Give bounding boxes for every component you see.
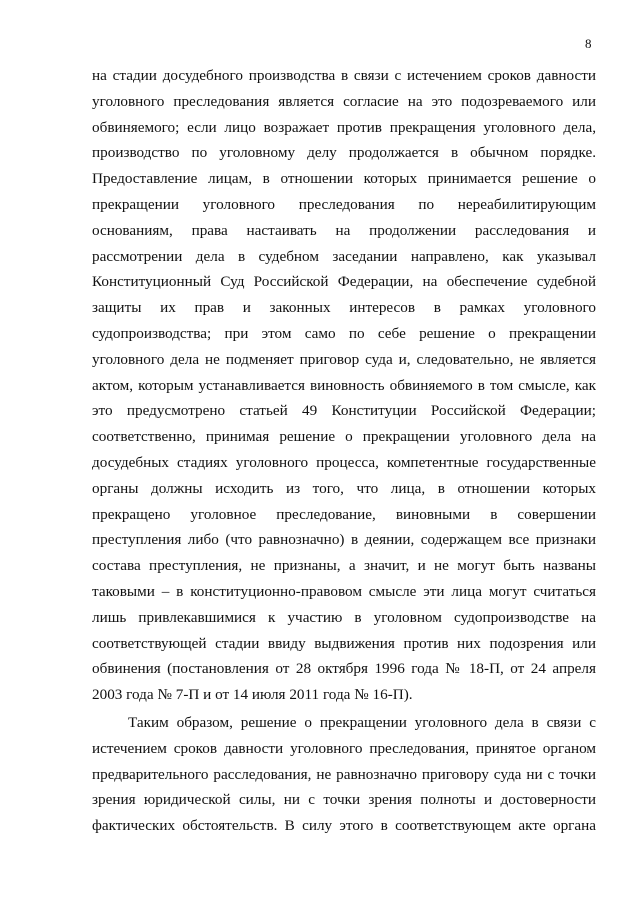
paragraph-line: соответствующей стадии ввиду выдвижения против них подозрения или [92,634,596,652]
paragraph-line: соответственно, принимая решение о прекращении уголовного дела на [92,428,596,446]
paragraph-line: истечением сроков давности уголовного преследования, принятое органом [92,739,596,757]
paragraph-line: основаниям, права настаивать на продолжении расследования и [92,221,596,239]
paragraph-line: Конституционный Суд Российской Федерации, на обеспечение судебной [92,273,596,291]
paragraph-line: прекращено уголовное преследование, виновными в совершении [92,505,596,523]
paragraph-line: обвиняемого; если лицо возражает против прекращения уголовного дела, [92,118,596,136]
paragraph-line: Таким образом, решение о прекращении уголовного дела в связи с [128,714,596,731]
paragraph-line: зрения юридической силы, ни с точки зрения полноты и достоверности [92,791,596,809]
paragraph-line: состава преступления, не признаны, а значит, и не могут быть названы [92,557,596,575]
paragraph-2 [92,710,596,839]
paragraph-line: это предусмотрено статьей 49 Конституции Российской Федерации; [92,402,596,420]
paragraph-line: Предоставление лицам, в отношении которых принимается решение о [92,170,596,188]
paragraph-line: защиты их прав и законных интересов в рамках уголовного [92,299,596,317]
paragraph-line: прекращении уголовного преследования по нереабилитирующим [92,195,596,213]
paragraph-line: лишь привлекавшимися к участию в уголовном судопроизводстве на [92,608,596,626]
paragraph-line: обвинения (постановления от 28 октября 1996 года № 18-П, от 24 апреля [92,660,596,678]
paragraph-line: актом, которым устанавливается виновность обвиняемого в том смысле, как [92,376,596,394]
paragraph-line: досудебных стадиях уголовного процесса, компетентные государственные [92,453,596,471]
paragraph-line: органы должны исходить из того, что лица, в отношении которых [92,479,596,497]
paragraph-1 [92,63,596,708]
page-number: 8 [585,36,592,51]
paragraph-line: производство по уголовному делу продолжается в обычном порядке. [92,144,596,162]
paragraph-line: 2003 года № 7-П и от 14 июля 2011 года № 16-П). [92,686,413,704]
paragraph-line: таковыми – в конституционно-правовом смысле эти лица могут считаться [92,582,596,600]
paragraph-line: уголовного дела не подменяет приговор суда и, следовательно, не является [92,350,596,368]
paragraph-line: предварительного расследования, не равнозначно приговору суда ни с точки [92,765,596,783]
paragraph-line: на стадии досудебного производства в связи с истечением сроков давности [92,67,596,84]
paragraph-line: преступления либо (что равнозначно) в деянии, содержащем все признаки [92,531,596,549]
paragraph-line: фактических обстоятельств. В силу этого в соответствующем акте органа [92,817,596,835]
paragraph-line: рассмотрении дела в судебном заседании направлено, как указывал [92,247,596,265]
paragraph-line: уголовного преследования является согласие на это подозреваемого или [92,92,596,110]
paragraph-line: судопроизводства; при этом само по себе решение о прекращении [92,324,596,342]
